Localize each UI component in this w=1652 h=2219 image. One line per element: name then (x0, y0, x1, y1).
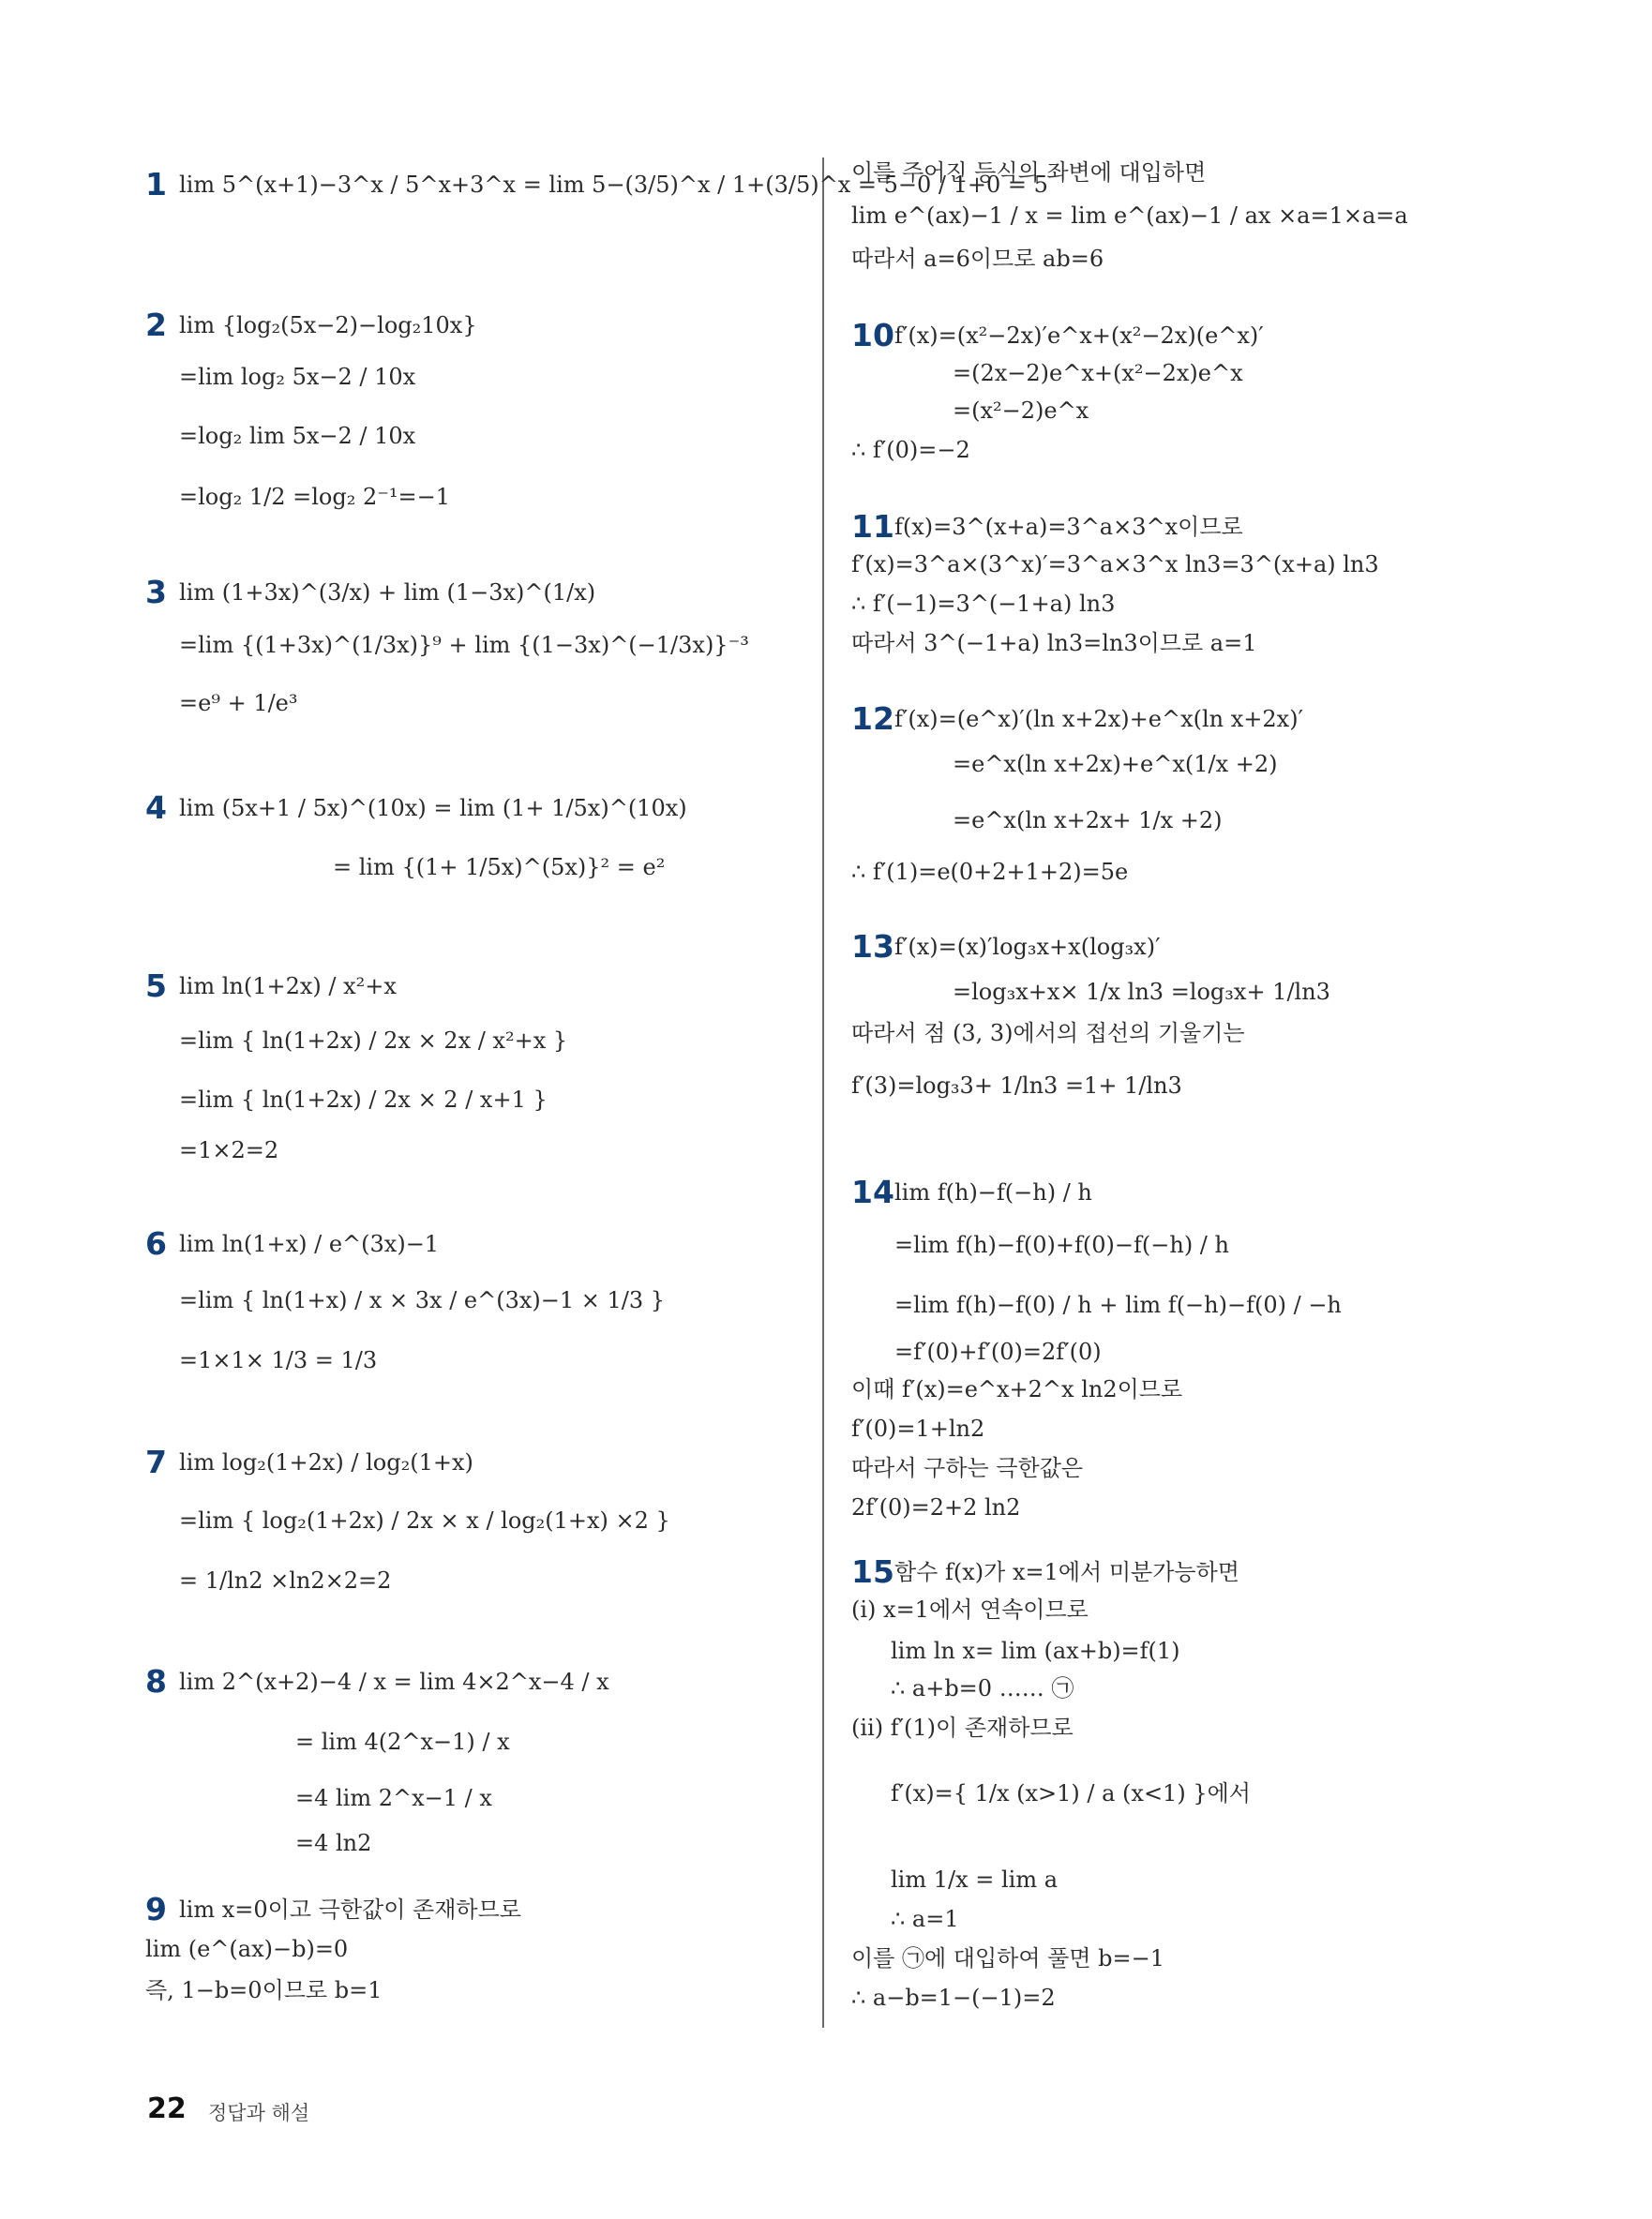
solution-line: =4 lim 2^x−1 / x (295, 1785, 492, 1811)
solution-line: lim (1+3x)^(3/x) + lim (1−3x)^(1/x) (179, 579, 596, 606)
solution-line: lim (e^(ax)−b)=0 (145, 1936, 349, 1962)
problem-number: 12 (851, 700, 894, 737)
page-section-label: 정답과 해설 (208, 2102, 310, 2124)
solution-line: 이를 ㉠에 대입하여 풀면 b=−1 (851, 1945, 1165, 1972)
solution-line: f′(x)=(x)′log₃x+x(log₃x)′ (894, 934, 1161, 960)
solution-line: 따라서 a=6이므로 ab=6 (851, 246, 1104, 272)
problem-number: 14 (851, 1174, 894, 1210)
problem-number: 15 (851, 1553, 894, 1590)
solution-line: =lim {(1+3x)^(1/3x)}⁹ + lim {(1−3x)^(−1/3x)}⁻³ (179, 632, 749, 658)
problem-number: 9 (145, 1891, 167, 1927)
solution-line: f′(x)=3^a×(3^x)′=3^a×3^x ln3=3^(x+a) ln3 (851, 551, 1379, 577)
solution-line: lim ln(1+2x) / x²+x (179, 973, 397, 999)
solution-line: f′(3)=log₃3+ 1/ln3 =1+ 1/ln3 (851, 1072, 1182, 1099)
solution-line: =1×2=2 (179, 1137, 279, 1163)
solution-line: f′(x)={ 1/x (x>1) / a (x<1) }에서 (891, 1780, 1251, 1807)
solution-line: f(x)=3^(x+a)=3^a×3^x이므로 (894, 514, 1243, 540)
problem-number: 11 (851, 508, 894, 545)
solution-line: lim f(h)−f(−h) / h (894, 1179, 1092, 1206)
solution-line: (ⅰ) x=1에서 연속이므로 (851, 1597, 1089, 1623)
solution-line: lim x=0이고 극한값이 존재하므로 (179, 1897, 521, 1923)
solution-line: ∴ a=1 (891, 1906, 959, 1932)
solution-line: =e^x(ln x+2x+ 1/x +2) (953, 807, 1223, 833)
solution-line: ∴ f′(1)=e(0+2+1+2)=5e (851, 859, 1129, 885)
solution-line: =log₂ lim 5x−2 / 10x (179, 423, 416, 449)
problem-number: 5 (145, 967, 167, 1004)
solution-line: =lim f(h)−f(0)+f(0)−f(−h) / h (894, 1232, 1229, 1258)
solution-line: lim ln(1+x) / e^(3x)−1 (179, 1231, 440, 1257)
solution-line: 이때 f′(x)=e^x+2^x ln2이므로 (851, 1376, 1183, 1402)
solution-line: lim 1/x = lim a (891, 1867, 1059, 1893)
solution-line: lim (5x+1 / 5x)^(10x) = lim (1+ 1/5x)^(10x) (179, 795, 687, 821)
problem-number: 7 (145, 1444, 167, 1480)
solution-line: =f′(0)+f′(0)=2f′(0) (894, 1339, 1102, 1365)
solution-line: 2f′(0)=2+2 ln2 (851, 1494, 1021, 1521)
solution-line: f′(0)=1+ln2 (851, 1416, 985, 1442)
solution-line: f′(x)=(e^x)′(ln x+2x)+e^x(ln x+2x)′ (894, 706, 1304, 732)
solution-line: 함수 f(x)가 x=1에서 미분가능하면 (894, 1559, 1239, 1585)
solution-line: ∴ f′(−1)=3^(−1+a) ln3 (851, 591, 1116, 617)
solution-line: = lim 4(2^x−1) / x (295, 1729, 510, 1755)
solution-line: lim {log₂(5x−2)−log₂10x} (179, 312, 477, 338)
solution-line: =lim { log₂(1+2x) / 2x × x / log₂(1+x) ×2 } (179, 1507, 670, 1534)
problem-number: 3 (145, 574, 167, 610)
solution-line: ∴ a+b=0 …… ㉠ (891, 1675, 1074, 1702)
solution-line: =e⁹ + 1/e³ (179, 690, 298, 716)
solution-line: =e^x(ln x+2x)+e^x(1/x +2) (953, 751, 1278, 777)
solution-line: ∴ a−b=1−(−1)=2 (851, 1985, 1056, 2011)
solution-line: lim log₂(1+2x) / log₂(1+x) (179, 1449, 473, 1476)
problem-number: 10 (851, 317, 894, 353)
solution-line: =log₂ 1/2 =log₂ 2⁻¹=−1 (179, 484, 450, 510)
solution-line: 이를 주어진 등식의 좌변에 대입하면 (851, 159, 1207, 186)
solution-line: =lim f(h)−f(0) / h + lim f(−h)−f(0) / −h (894, 1292, 1342, 1318)
solution-line: =lim { ln(1+2x) / 2x × 2x / x²+x } (179, 1027, 568, 1054)
problem-number: 8 (145, 1663, 167, 1700)
solution-line: =(x²−2)e^x (953, 397, 1089, 424)
solution-line: =1×1× 1/3 = 1/3 (179, 1347, 378, 1373)
problem-number: 4 (145, 789, 167, 826)
solution-line: =lim { ln(1+x) / x × 3x / e^(3x)−1 × 1/3 } (179, 1287, 666, 1313)
solution-line: lim e^(ax)−1 / x = lim e^(ax)−1 / ax ×a=1×a=a (851, 202, 1408, 229)
problem-number: 2 (145, 307, 167, 343)
solution-line: = lim {(1+ 1/5x)^(5x)}² = e² (333, 854, 666, 880)
solution-line: f′(x)=(x²−2x)′e^x+(x²−2x)(e^x)′ (894, 322, 1264, 349)
problem-number: 13 (851, 928, 894, 965)
solution-line: = 1/ln2 ×ln2×2=2 (179, 1567, 392, 1594)
solution-line: 따라서 점 (3, 3)에서의 접선의 기울기는 (851, 1020, 1245, 1046)
solution-line: =4 ln2 (295, 1830, 372, 1856)
solution-line: 따라서 구하는 극한값은 (851, 1455, 1084, 1481)
column-divider (822, 157, 824, 2028)
solution-line: (ⅱ) f′(1)이 존재하므로 (851, 1715, 1074, 1741)
solution-line: 즉, 1−b=0이므로 b=1 (145, 1977, 383, 2003)
solution-line: lim 2^(x+2)−4 / x = lim 4×2^x−4 / x (179, 1669, 609, 1695)
solution-line: =lim log₂ 5x−2 / 10x (179, 364, 416, 390)
solution-line: =log₃x+x× 1/x ln3 =log₃x+ 1/ln3 (953, 979, 1330, 1005)
solution-line: =lim { ln(1+2x) / 2x × 2 / x+1 } (179, 1087, 548, 1113)
solution-line: ∴ f′(0)=−2 (851, 437, 970, 463)
page-number: 22 (147, 2092, 187, 2125)
solution-line: lim 5^(x+1)−3^x / 5^x+3^x = lim 5−(3/5)^x / 1+(3/5)^x = 5−0 / 1+0 = 5 (179, 172, 1048, 198)
solution-line: =(2x−2)e^x+(x²−2x)e^x (953, 360, 1243, 386)
solution-line: 따라서 3^(−1+a) ln3=ln3이므로 a=1 (851, 630, 1257, 656)
problem-number: 1 (145, 166, 167, 202)
problem-number: 6 (145, 1225, 167, 1262)
solution-line: lim ln x= lim (ax+b)=f(1) (891, 1638, 1180, 1664)
